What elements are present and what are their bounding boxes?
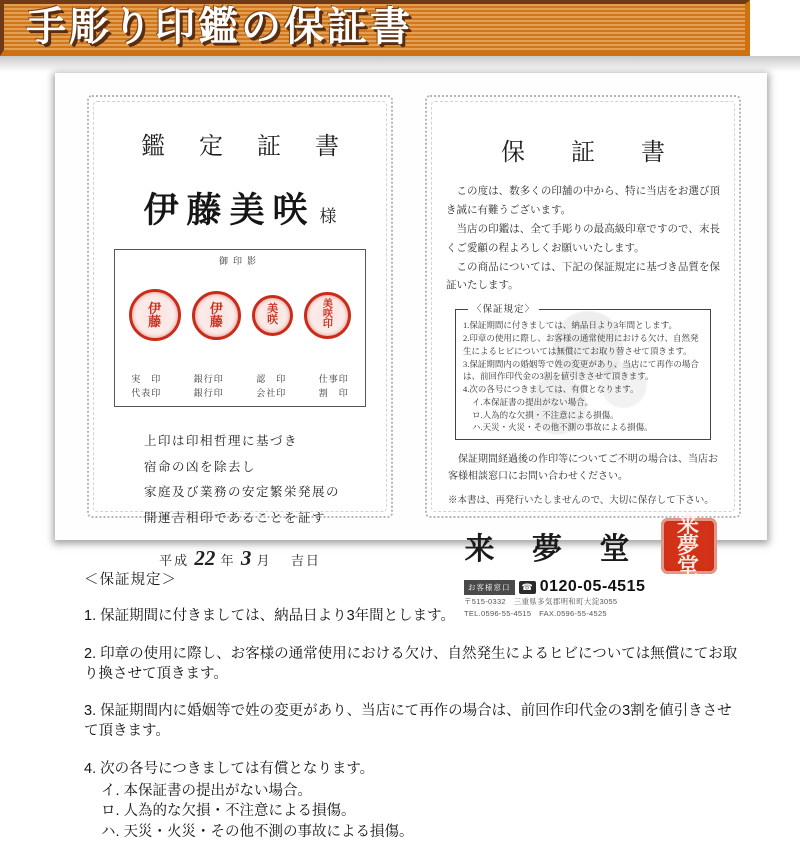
rules-box-item: 3.保証期間内の婚姻等で姓の変更があり、当店にて再作の場合は、前回作印代金の3割を値引きさせて頂きます。	[463, 358, 699, 382]
certificate-date	[108, 546, 372, 571]
seal-box-label: 御印影	[218, 256, 261, 266]
store-tel-fax: TEL.0596-55-4515 FAX.0596-55-4525	[464, 608, 607, 618]
seal-glyph: 美咲	[267, 302, 279, 326]
tollfree-phone-number: 0120-05-4515	[539, 578, 646, 596]
seal-impression-shigotoin	[304, 292, 351, 339]
customer-name-row	[108, 183, 372, 233]
rules-box-subitem: ロ.人為的な欠損・不注意による損傷。	[472, 409, 619, 420]
seal-label-col1	[131, 373, 161, 401]
store-address: 〒515-0332 三重県多気郡明和町大淀3055	[464, 597, 618, 607]
certificates-image	[55, 73, 767, 618]
warranty-title: 保 証 書	[501, 140, 685, 166]
statement-line: 家庭及び業務の安定繁栄発展の	[144, 485, 341, 500]
store-seal-stamp	[661, 511, 717, 579]
rules-subitem-ro: ロ. 人為的な欠損・不注意による損傷。	[101, 803, 356, 820]
seal-label: 仕事印	[318, 374, 349, 385]
warranty-paragraphs	[446, 183, 720, 296]
seal-glyph: 美咲印	[322, 298, 333, 331]
appraisal-statements	[144, 429, 372, 532]
rules-heading: ＜保証規定＞	[84, 572, 177, 588]
warranty-rules-section	[84, 570, 744, 842]
rules-item-2: 2. 印章の使用に際し、お客様の通常使用における欠け、自然発生によるヒビについては無償にてお取り換させて頂きます。	[84, 645, 738, 682]
seal-impression-mitomein	[252, 295, 293, 336]
rules-subitem-i: イ. 本保証書の提出がない場合。	[101, 783, 313, 800]
seal-glyph: 伊藤	[148, 300, 162, 329]
warranty-paragraph: 当店の印鑑は、全て手彫りの最高級印章ですので、末長くご愛顧の程よろしくお願いいたします。	[446, 223, 720, 254]
statement-line: 上印は印相哲理に基づき	[144, 434, 299, 448]
rules-sublist	[101, 781, 744, 842]
seal-impressions	[123, 289, 357, 341]
post-warranty-note: 保証期間経過後の作印等についてご不明の場合は、当店お客様相談窓口にお問い合わせください。	[448, 454, 718, 483]
seal-label-col3	[256, 373, 286, 401]
store-name: 来 夢 堂	[464, 533, 645, 567]
rules-box-title: 〈保証規定〉	[468, 303, 539, 317]
appraisal-certificate	[87, 95, 393, 570]
seal-label: 銀行印	[193, 374, 224, 385]
appraisal-certificate-body	[93, 101, 387, 570]
rules-box-subitem: ハ.天災・火災・その他不測の事故による損傷。	[472, 422, 653, 433]
seal-impression-box	[114, 249, 366, 407]
seal-impression-jitsuin	[129, 289, 181, 341]
seal-label: 銀行印	[193, 388, 224, 399]
store-seal-glyph: 来夢堂	[676, 511, 699, 579]
rules-box-item: 2.印章の使用に際し、お客様の通常使用における欠け、自然発生によるヒビについては無償にてお取り替させて頂きます。	[463, 333, 699, 356]
rules-box-item: 1.保証期間に付きましては、納品日より3年間とします。	[463, 320, 677, 331]
rules-item-3: 3. 保証期間内に婚姻等で姓の変更があり、当店にて再作の場合は、前回作印代金の3割を値引きさせて頂きます。	[84, 703, 732, 740]
date-month-unit: 月	[256, 552, 272, 568]
seal-label: 認 印	[256, 374, 287, 385]
warranty-certificate	[425, 95, 741, 618]
honorific: 様	[319, 207, 337, 226]
date-year: 22	[194, 545, 216, 570]
seal-label-col4	[319, 373, 349, 401]
page-title: 手彫り印鑑の保証書	[26, 5, 413, 49]
seal-glyph: 伊藤	[209, 300, 223, 329]
store-row	[446, 511, 720, 579]
customer-service-badge: お客様窓口	[464, 580, 515, 595]
warranty-certificate-body	[431, 101, 735, 618]
seal-label: 代表印	[131, 388, 162, 399]
warranty-paragraph: この商品については、下記の保証規定に基づき品質を保証いたします。	[446, 261, 720, 292]
date-day: 吉日	[290, 552, 321, 568]
freedial-icon: ☎	[519, 581, 536, 594]
reissue-note: ※本書は、再発行いたしませんので、大切に保存して下さい。	[448, 496, 714, 507]
customer-name: 伊藤美咲	[143, 191, 316, 230]
seal-label: 割 印	[318, 388, 349, 399]
seal-impression-ginkoin	[192, 291, 241, 340]
banner-shadow-band	[0, 56, 800, 72]
statement-line: 宿命の凶を除去し	[144, 459, 257, 474]
seal-labels-row	[115, 373, 365, 401]
rules-box-subitem: イ.本保証書の提出がない場合。	[472, 396, 594, 407]
rules-item-1: 1. 保証期間に付きましては、納品日より3年間とします。	[84, 608, 456, 625]
rules-subitem-ha: ハ. 天災・火災・その他不測の事故による損傷。	[101, 823, 414, 840]
appraisal-title: 鑑 定 証 書	[141, 134, 353, 160]
rules-item-4: 4. 次の各号につきましては有償となります。	[84, 760, 375, 777]
date-month: 3	[240, 545, 252, 570]
date-year-unit: 年	[220, 552, 236, 568]
date-era: 平成	[159, 552, 190, 568]
rules-box-item: 4.次の各号につきましては、有償となります。	[463, 384, 639, 395]
seal-label: 会社印	[256, 388, 287, 399]
seal-label: 実 印	[131, 374, 162, 385]
seal-label-col2	[194, 373, 224, 401]
warranty-paragraph: この度は、数多くの印舗の中から、特に当店をお選び頂き誠に有難うございます。	[446, 186, 720, 216]
warranty-rules-box	[455, 305, 711, 440]
statement-line: 開運吉相印であることを証す	[144, 510, 327, 525]
page-banner	[0, 0, 750, 56]
